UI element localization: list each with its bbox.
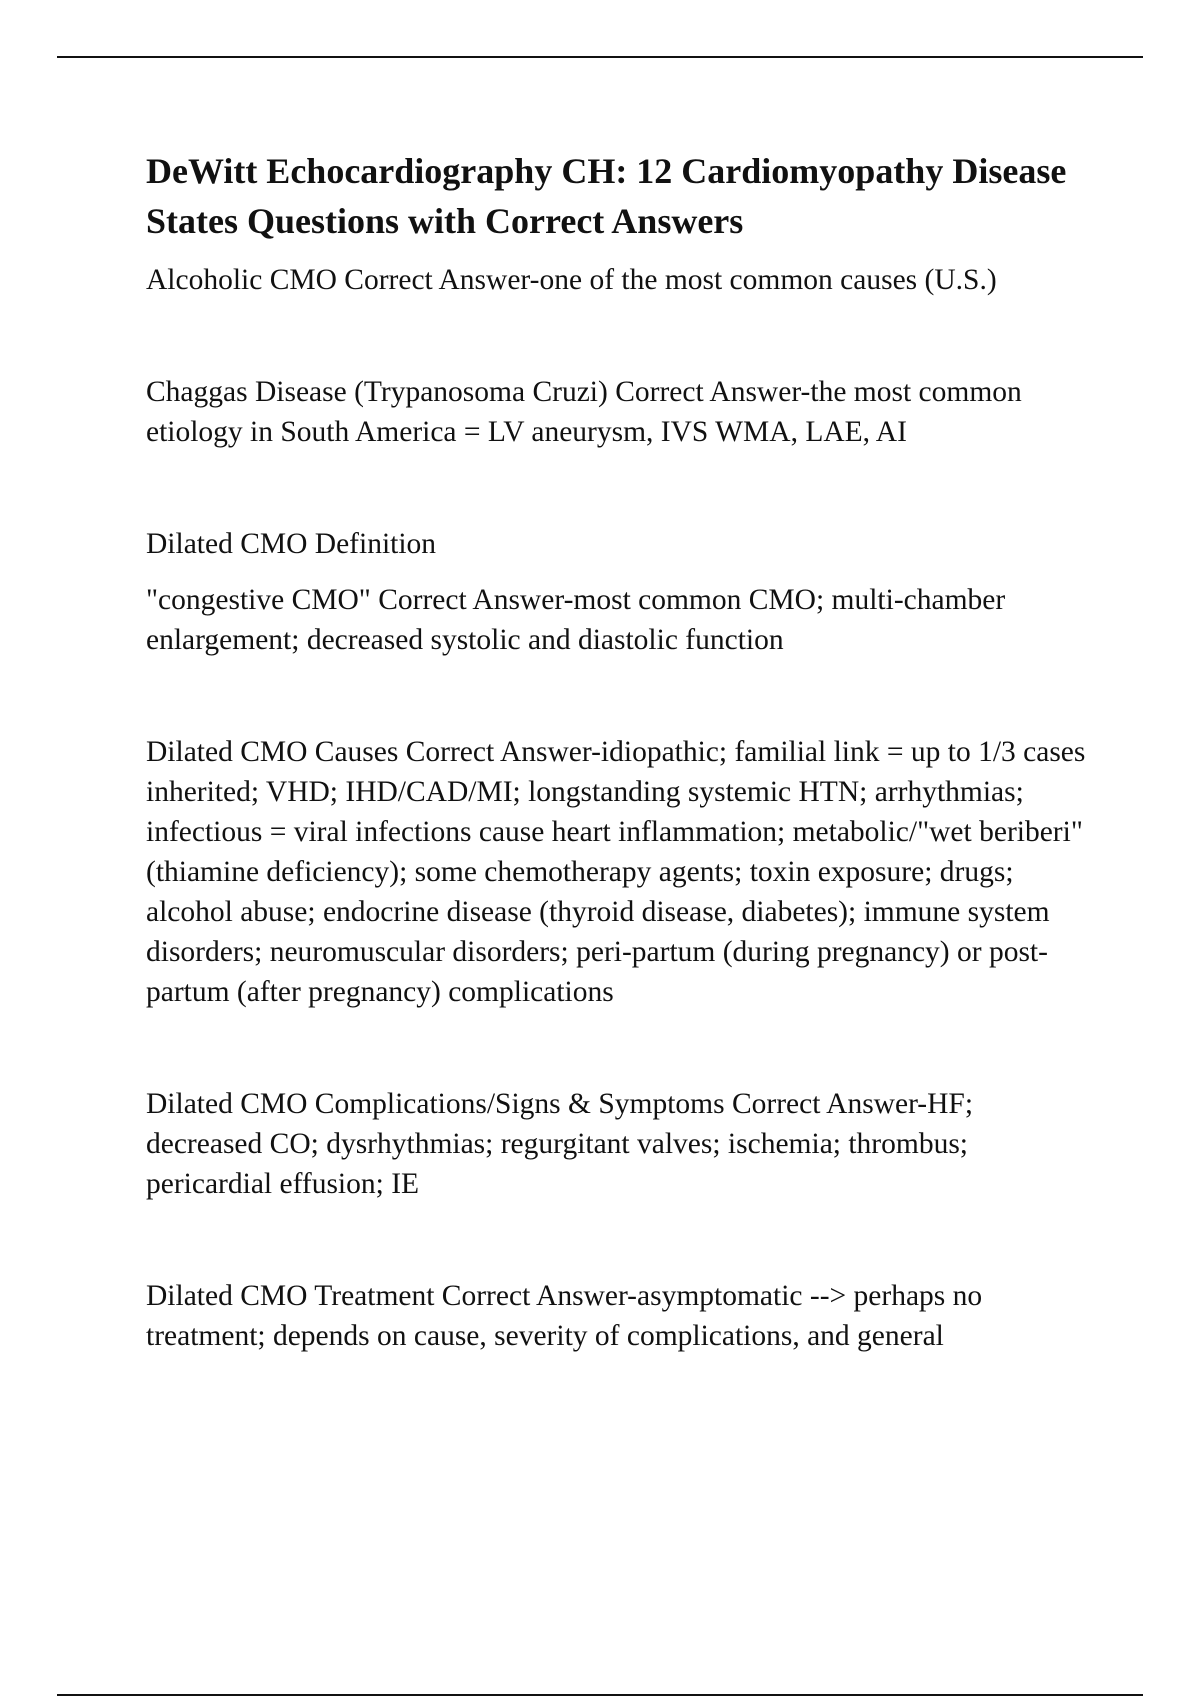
entry-dilated-cmo-complications: Dilated CMO Complications/Signs & Symptoms Correct Answer-HF; decreased CO; dysrhythmias; regurgitant valves; ischemia; thrombus; pericardial effusion; IE	[146, 1088, 974, 1200]
document-body	[146, 146, 1096, 1356]
entry-alcoholic-cmo: Alcoholic CMO Correct Answer-one of the most common causes (U.S.)	[146, 264, 997, 296]
entry-dilated-cmo-definition: Dilated CMO Definition	[146, 528, 437, 560]
top-rule	[57, 56, 1143, 58]
document-title: DeWitt Echocardiography CH: 12 Cardiomyopathy Disease States Questions with Correct Answers	[146, 151, 1067, 241]
entry-dilated-cmo-treatment: Dilated CMO Treatment Correct Answer-asymptomatic --> perhaps no treatment; depends on cause, severity of complications, and general	[146, 1280, 983, 1352]
entry-dilated-cmo-causes: Dilated CMO Causes Correct Answer-idiopathic; familial link = up to 1/3 cases inherited; VHD; IHD/CAD/MI; longstanding systemic HTN; arrhythmias; infectious = viral infections cause heart inflammation; metabolic/"wet beriberi" (thiamine deficiency); some chemotherapy agents; toxin exposure; drugs; alcohol abuse; endocrine disease (thyroid disease, diabetes); immune system disorders; neuromuscular disorders; peri-partum (during pregnancy) or post-partum (after pregnancy) complications	[146, 736, 1086, 1008]
bottom-rule	[57, 1694, 1143, 1696]
entry-chaggas-disease: Chaggas Disease (Trypanosoma Cruzi) Correct Answer-the most common etiology in South America = LV aneurysm, IVS WMA, LAE, AI	[146, 376, 1022, 448]
entry-congestive-cmo: "congestive CMO" Correct Answer-most common CMO; multi-chamber enlargement; decreased systolic and diastolic function	[146, 584, 1006, 656]
